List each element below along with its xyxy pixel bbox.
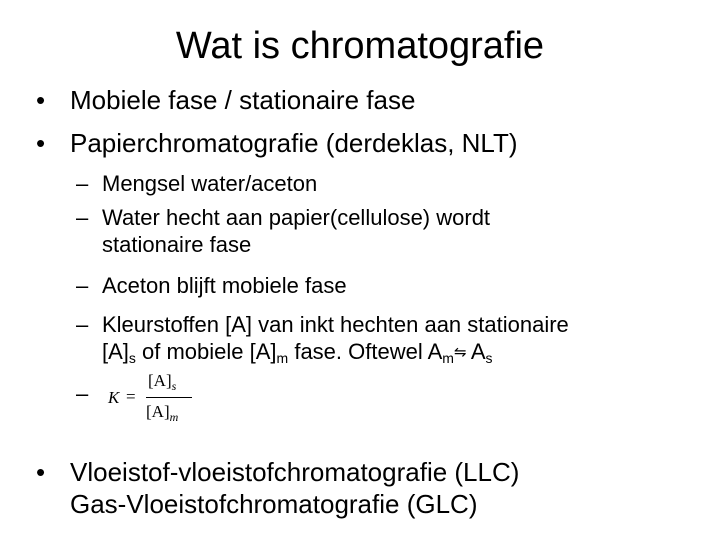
subscript-s: s xyxy=(128,350,136,366)
text-fragment: of mobiele [A] xyxy=(135,339,277,364)
bullet-marker: • xyxy=(36,457,46,487)
subbullet-marker: – xyxy=(76,312,89,337)
numerator-text: [A] xyxy=(148,371,172,390)
text-fragment: A xyxy=(465,339,486,364)
bullet-llc-glc xyxy=(36,456,519,520)
denominator-index: m xyxy=(169,410,179,424)
bullet-continuation: Gas-Vloeistofchromatografie (GLC) xyxy=(70,489,478,519)
text-fragment: [A] xyxy=(102,339,129,364)
bullet-marker: • xyxy=(36,128,46,158)
subscript-m: m xyxy=(276,350,289,366)
subbullet-water-hecht xyxy=(76,204,490,258)
subscript-s: s xyxy=(485,350,493,366)
subbullet-marker: – xyxy=(76,205,89,230)
subbullet-text: Kleurstoffen [A] van inkt hechten aan stationaire xyxy=(102,312,569,337)
bullet-mobiele-fase xyxy=(36,84,415,116)
bullet-text: Mobiele fase / stationaire fase xyxy=(70,85,416,115)
subbullet-kleurstoffen xyxy=(76,311,569,368)
subbullet-formula xyxy=(76,380,102,407)
numerator-index: s xyxy=(171,379,177,393)
denominator-text: [A] xyxy=(146,402,170,421)
text-fragment: fase. Oftewel A xyxy=(288,339,443,364)
subbullet-aceton xyxy=(76,272,347,299)
bullet-text: Papierchromatografie (derdeklas, NLT) xyxy=(70,128,518,158)
subbullet-mengsel xyxy=(76,170,317,197)
slide-title: Wat is chromatografie xyxy=(175,25,545,67)
subbullet-continuation: stationaire fase xyxy=(102,232,252,257)
subbullet-text: Mengsel water/aceton xyxy=(102,171,318,196)
subbullet-continuation xyxy=(76,338,569,368)
formula-k: K xyxy=(108,388,120,407)
subbullet-marker: – xyxy=(76,381,89,406)
formula-numerator xyxy=(148,371,176,394)
formula-denominator xyxy=(146,402,178,425)
fraction-bar xyxy=(146,397,192,398)
distribution-coefficient-formula xyxy=(108,370,208,430)
formula-equals: = xyxy=(126,387,136,406)
subscript-m: m xyxy=(442,350,454,366)
subbullet-text: Aceton blijft mobiele fase xyxy=(102,273,347,298)
subbullet-marker: – xyxy=(76,171,89,196)
bullet-text: Vloeistof-vloeistofchromatografie (LLC) xyxy=(70,457,520,487)
bullet-papierchromatografie xyxy=(36,127,517,159)
subbullet-text: Water hecht aan papier(cellulose) wordt xyxy=(102,205,491,230)
subbullet-marker: – xyxy=(76,273,89,298)
bullet-marker: • xyxy=(36,85,46,115)
equilibrium-arrow-icon: ⇋ xyxy=(453,344,467,361)
